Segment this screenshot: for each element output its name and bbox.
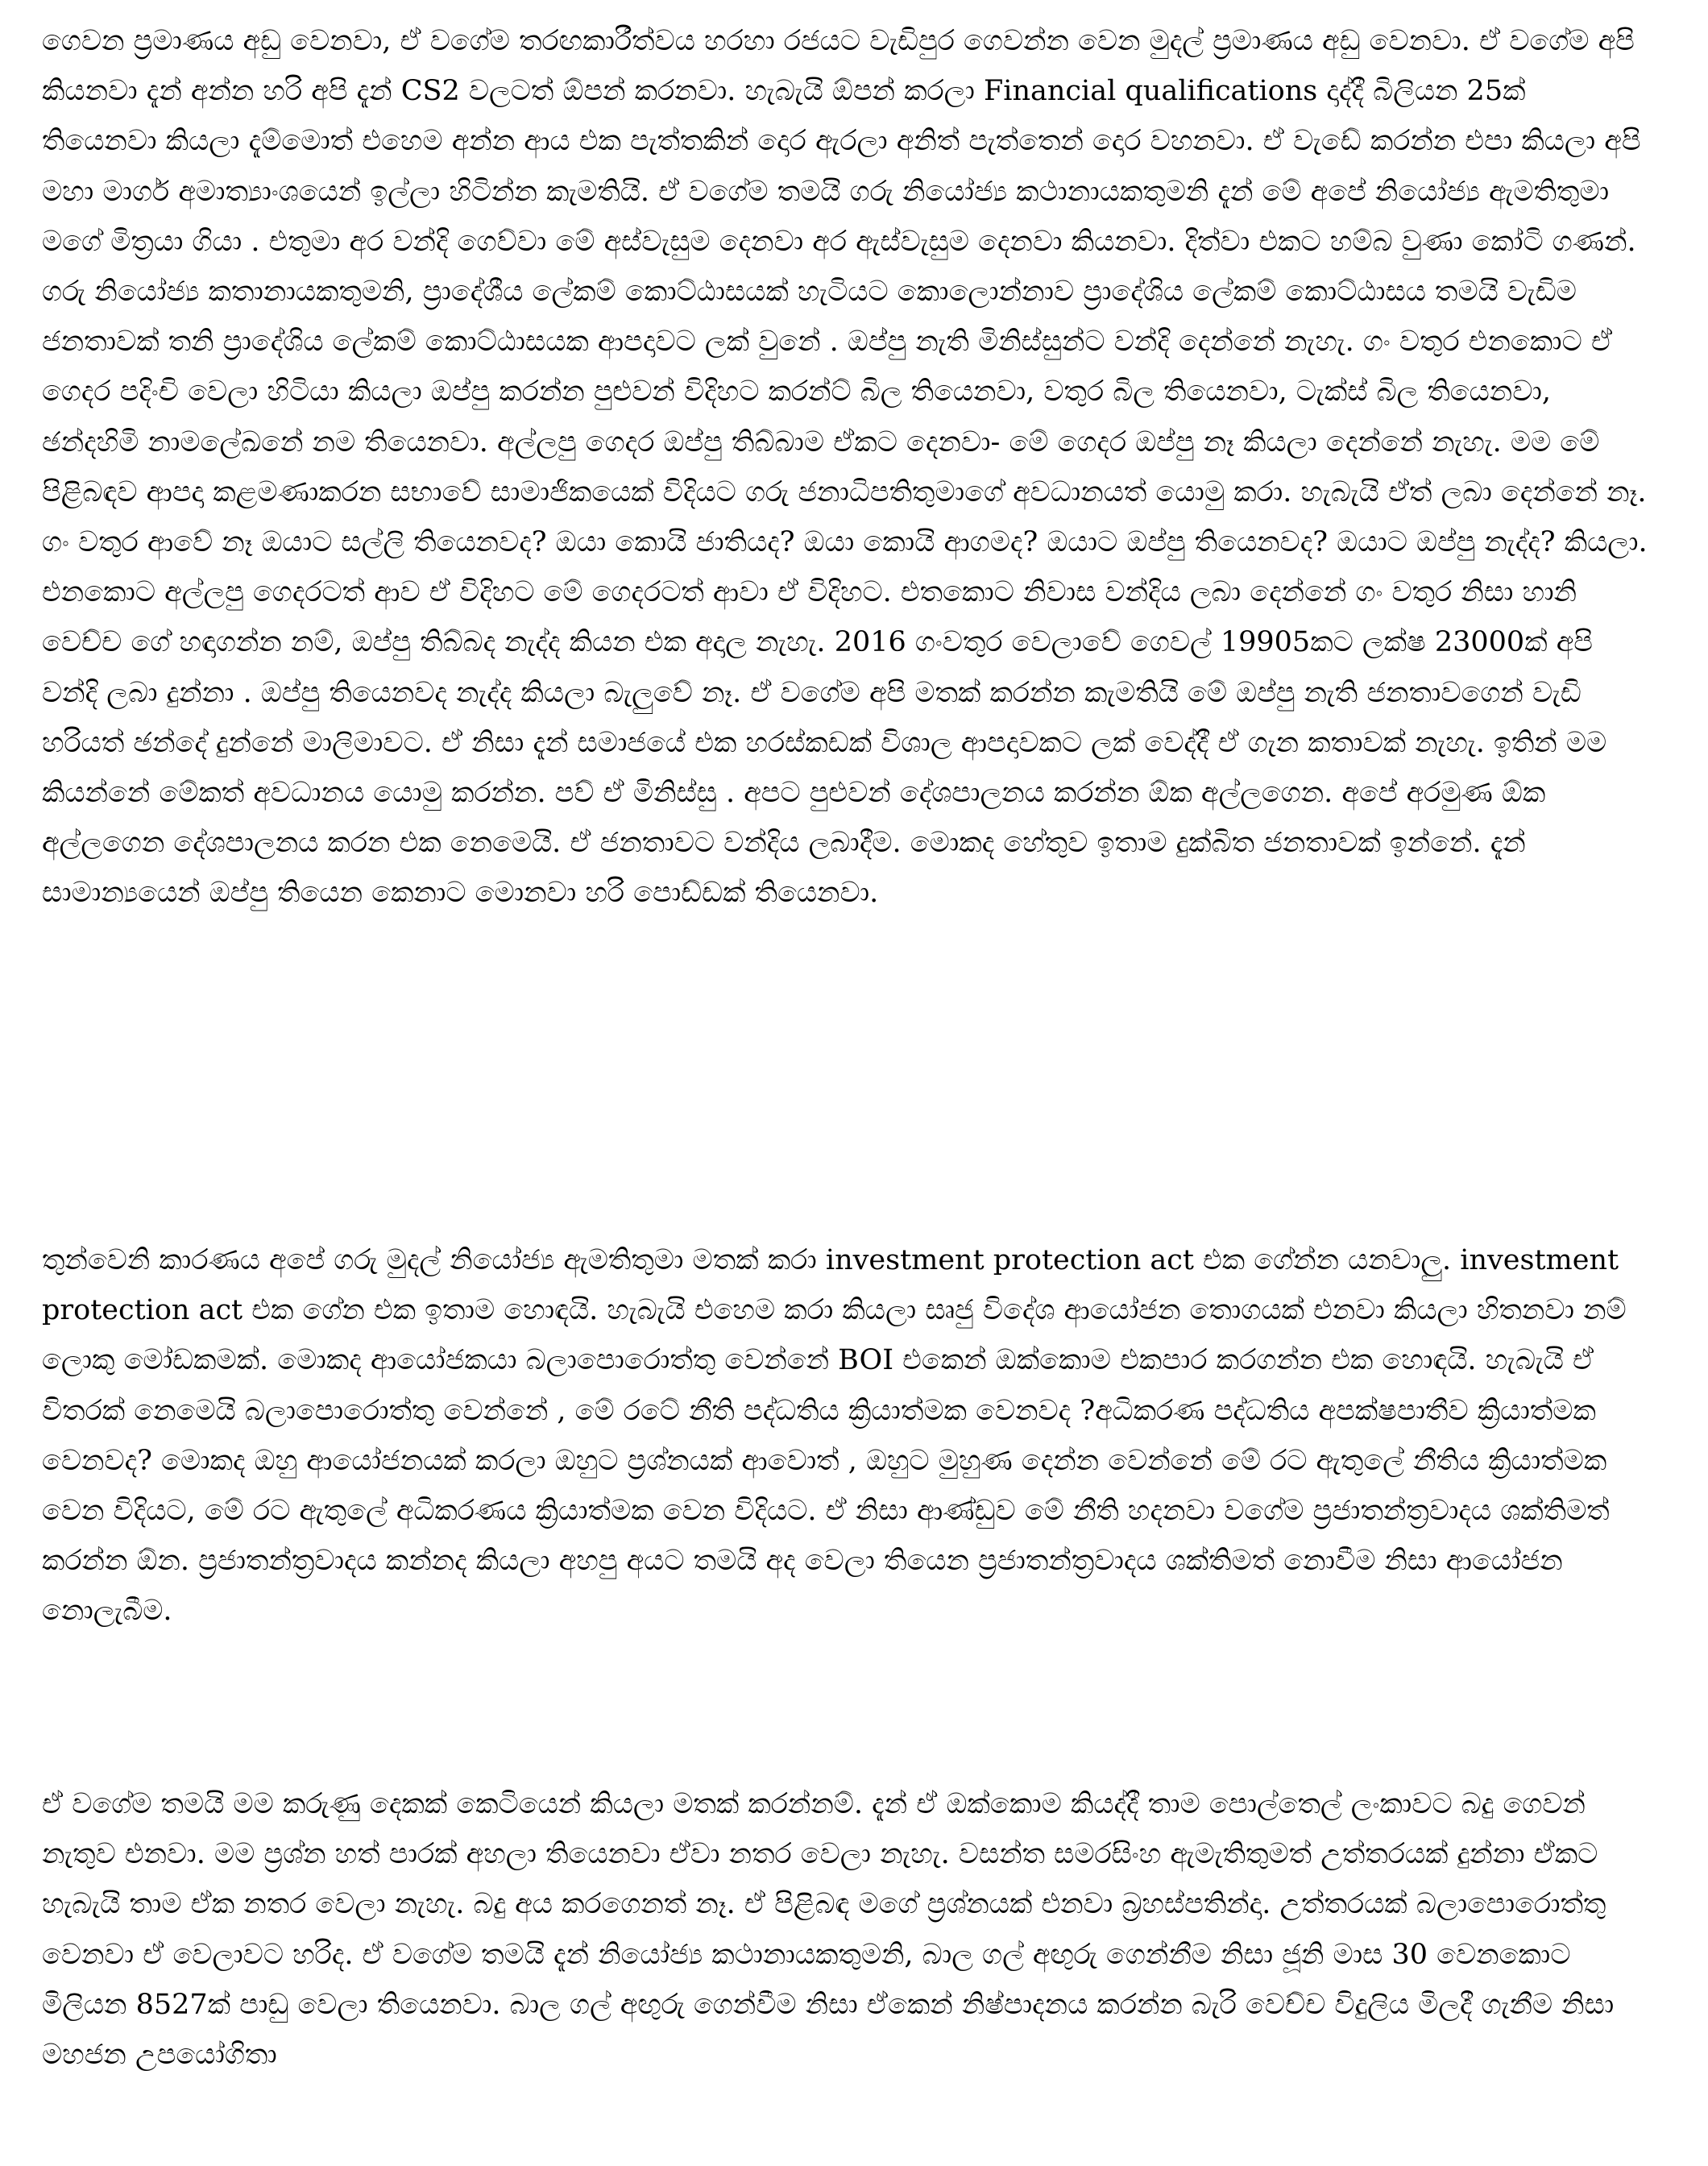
- paragraph-1: ගෙවන ප්‍රමාණය අඩු වෙනවා, ඒ වගේම තරඟකාරීත්වය හරහා රජයට වැඩිපුර ගෙවන්න වෙන මුදල් ප්‍රමාණය අඩු වෙනවා. ඒ වගේම අපි කියනවා දැන් අන්න හරි අපි දැන් CS2 වලටත් ඕපන් කරනවා. හැබැයි ඕපන් කරලා Financial qualifications දාද්දී බිලියන 25ක් තියෙනවා කියලා දැම්මොත් එහෙම අන්න ආය එක පැත්තකින් දොර ඇරලා අනිත් පැත්තෙන් දොර වහනවා. ඒ වැඩේ කරන්න එපා කියලා අපි මහා මාර්ග අමාත්‍යාංශයෙන් ඉල්ලා හිටින්න කැමතියි. ඒ වගේම තමයි ගරු නියෝජ්‍ය කථානායකතුමනි දැන් මේ අපේ නියෝජ්‍ය ඇමතිතුමා මගේ මිත්‍රයා ගියා . එතුමා අර වන්දි ගෙව්වා මේ අස්වැසුම දෙනවා අර ඇස්වැසුම දෙනවා කියනවා. දිත්වා එකට හම්බ වුණා කෝටි ගණන්. ගරු නියෝජ්‍ය කතානායකතුමනි, ප්‍රාදේශීය ලේකම් කොට්ඨාසයක් හැටියට කොලොන්නාව ප්‍රාදේශිය ලේකම් කොට්ඨාසය තමයි වැඩිම ජනතාවක් තනි ප්‍රාදේශිය ලේකම් කොට්ඨාසයක ආපදාවට ලක් වුනේ . ඔප්පු නැති මිනිස්සුන්ට වන්දි දෙන්නේ නැහැ. ගං වතුර එනකොට ඒ ගෙදර පදිංචි වෙලා හිටියා කියලා ඔප්පු කරන්න පුළුවන් විදිහට කරන්ට් බිල තියෙනවා, වතුර බිල තියෙනවා, ටැක්ස් බිල තියෙනවා, ඡන්දහිමි නාමලේඛනේ නම තියෙනවා. අල්ලපු ගෙදර ඔප්පු තිබ්බාම ඒකට දෙනවා- මේ ගෙදර ඔප්පු නෑ කියලා දෙන්නේ නැහැ. මම මේ පිළිබඳව ආපදා කළමණාකරන සභාවේ සාමාජිකයෙක් විදියට ගරු ජනාධිපතිතුමාගේ අවධානයත් යොමු කරා. හැබැයි ඒත් ලබා දෙන්නේ නෑ. ගං වතුර ආවේ නෑ ඔයාට සල්ලි තියෙනවද? ඔයා කොයි ජාතියද? ඔයා කොයි ආගමද? ඔයාට ඔප්පු තියෙනවද? ඔයාට ඔප්පු නැද්ද? කියලා. එනකොට අල්ලපු ගෙදරටත් ආව ඒ විදිහට මේ ගෙදරටත් ආවා ඒ විදිහට. එතකොට නිවාස වන්දිය ලබා දෙන්නේ ගං වතුර නිසා හානි වෙච්ච ගේ හඳාගන්න නම්, ඔප්පු තිබ්බද නැද්ද කියන එක අදාල නැහැ. 2016 ගංවතුර වෙලාවේ ගෙවල් 19905කට ලක්ෂ 23000ක් අපි වන්දි ලබා දුන්නා . ඔප්පු තියෙනවද නැද්ද කියලා බැලුවේ නෑ. ඒ වගේම අපි මතක් කරන්න කැමතියි මේ ඔප්පු නැති ජනතාවගෙන් වැඩි හරියත් ඡන්දේ දුන්නේ මාලිමාවට. ඒ නිසා දැන් සමාජයේ එක හරස්කඩක් විශාල ආපදාවකට ලක් වෙද්දී ඒ ගැන කතාවක් නැහැ. ඉතින් මම කියන්නේ මේකත් අවධානය යොමු කරන්න. පව් ඒ මිනිස්සු . අපට පුළුවන් දේශපාලනය කරන්න ඕක අල්ලගෙන. අපේ අරමුණ ඕක අල්ලගෙන දේශපාලනය කරන එක නෙමෙයි. ඒ ජනතාවට වන්දිය ලබාදීම. මොකද හේතුව ඉතාම දුක්බිත ජනතාවක් ඉන්නේ. දැන් සාමාන්‍යයෙන් ඔප්පු තියෙන කෙනාට මොනවා හරි පොඩ්ඩක් තියෙනවා.: [42, 25, 1648, 910]
- paragraph-2: තුන්වෙනි කාරණය අපේ ගරු මුදල් නියෝජ්‍ය ඇමතිතුමා මතක් කරා investment protection act එක ගේන්න යනවාලු. investment protection act එක ගේන එක ඉතාම හොඳයි. හැබැයි එහෙම කරා කියලා සෘජු විදේශ ආයෝජන තොගයක් එනවා කියලා හිතනවා නම් ලොකු මෝඩකමක්. මොකද ආයෝජකයා බලාපොරොත්තු වෙන්නේ BOI එකෙන් ඔක්කොම එකපාර කරගන්න එක හොඳයි. හැබැයි ඒ විතරක් නෙමෙයි බලාපොරොත්තු වෙන්නේ , මේ රටේ නීති පද්ධතිය ක්‍රියාත්මක වෙනවද ?අධිකරණ පද්ධතිය අපක්ෂපාතීව ක්‍රියාත්මක වෙනවද? මොකද ඔහු ආයෝජනයක් කරලා ඔහුට ප්‍රශ්නයක් ආවොත් , ඔහුට මුහුණ දෙන්න වෙන්නේ මේ රට ඇතුලේ නීතිය ක්‍රියාත්මක වෙන විදියට, මේ රට ඇතුලේ අධිකරණය ක්‍රියාත්මක වෙන විදියට. ඒ නිසා ආණ්ඩුව මේ නීති හදනවා වගේම ප්‍රජාතන්ත්‍රවාදය ශක්තිමත් කරන්න ඕන. ප්‍රජාතන්ත්‍රවාදය කන්නද කියලා අහපු අයට තමයි අද වෙලා තියෙන ප්‍රජාතන්ත්‍රවාදය ශක්තිමත් නොවීම නිසා ආයෝජන නොලැබීම.: [42, 1244, 1627, 1628]
- paragraph-3: ඒ වගේම තමයි මම කරුණු දෙකක් කෙටියෙන් කියලා මතක් කරන්නම්. දැන් ඒ ඔක්කොම කියද්දී තාම පොල්තෙල් ලංකාවට බදු ගෙවන් නැතුව එනවා. මම ප්‍රශ්න හත් පාරක් අහලා තියෙනවා ඒවා නතර වෙලා නැහැ. වසන්ත සමරසිංහ ඇමැතිතුමත් උත්තරයක් දුන්නා ඒකට හැබැයි තාම ඒක නතර වෙලා නැහැ. බදු අය කරගෙනත් නෑ. ඒ පිළිබඳ මගේ ප්‍රශ්නයක් එනවා බ්‍රහස්පතින්දා. උත්තරයක් බලාපොරොත්තු වෙනවා ඒ වෙලාවට හරිද. ඒ වගේම තමයි දැන් නියෝජ්‍ය කථානායකතුමනි, බාල ගල් අඟුරු ගෙන්නීම නිසා ජූනි මාස 30 වෙනකොට මිලියන 8527ක් පාඩු වෙලා තියෙනවා. බාල ගල් අඟුරු ගෙන්වීම නිසා ඒකෙන් නිෂ්පාදනය කරන්න බැරි වෙච්ච විදුලිය මිලදී ගැනීම නිසා මහජන උපයෝගිතා: [42, 1788, 1615, 2072]
